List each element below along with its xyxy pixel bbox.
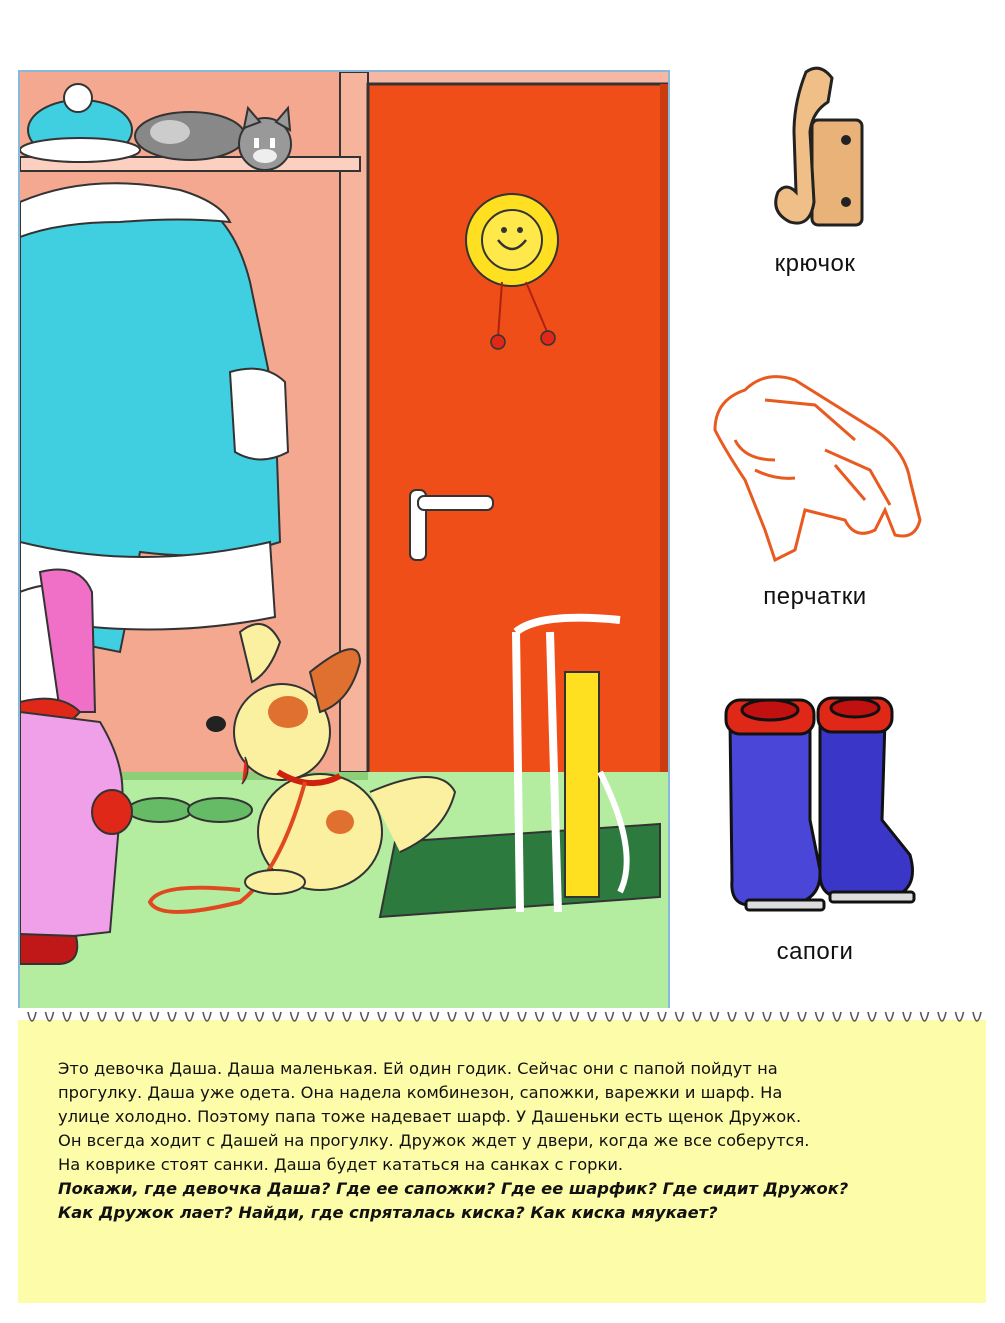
vocab-boots: [700, 680, 930, 966]
gloves-icon: [705, 360, 925, 575]
boots-icon: [710, 680, 920, 930]
question-line: Покажи, где девочка Даша? Где ее сапожки? Где ее шарфик? Где сидит Дружок?: [58, 1179, 849, 1198]
hook-icon: [750, 62, 880, 242]
vocab-label-hook: крючок: [774, 250, 856, 277]
story-line: Он всегда ходит с Дашей на прогулку. Дружок ждет у двери, когда же все соберутся.: [58, 1131, 810, 1150]
question-line: Как Дружок лает? Найди, где спряталась киска? Как киска мяукает?: [58, 1203, 718, 1222]
hallway-illustration: [18, 70, 670, 1010]
spiral-binding: [18, 1008, 986, 1034]
story-line: На коврике стоят санки. Даша будет кататься на санках с горки.: [58, 1155, 624, 1174]
vocab-label-gloves: перчатки: [763, 583, 867, 610]
vocab-hook: [700, 62, 930, 278]
vocab-label-boots: сапоги: [776, 938, 854, 965]
vocab-gloves: [700, 360, 930, 611]
story-line: улице холодно. Поэтому папа тоже надевает шарф. У Дашеньки есть щенок Дружок.: [58, 1107, 802, 1126]
story-text: [58, 1057, 938, 1225]
story-line: прогулку. Даша уже одета. Она надела комбинезон, сапожки, варежки и шарф. На: [58, 1083, 783, 1102]
story-line: Это девочка Даша. Даша маленькая. Ей один годик. Сейчас они с папой пойдут на: [58, 1059, 778, 1078]
